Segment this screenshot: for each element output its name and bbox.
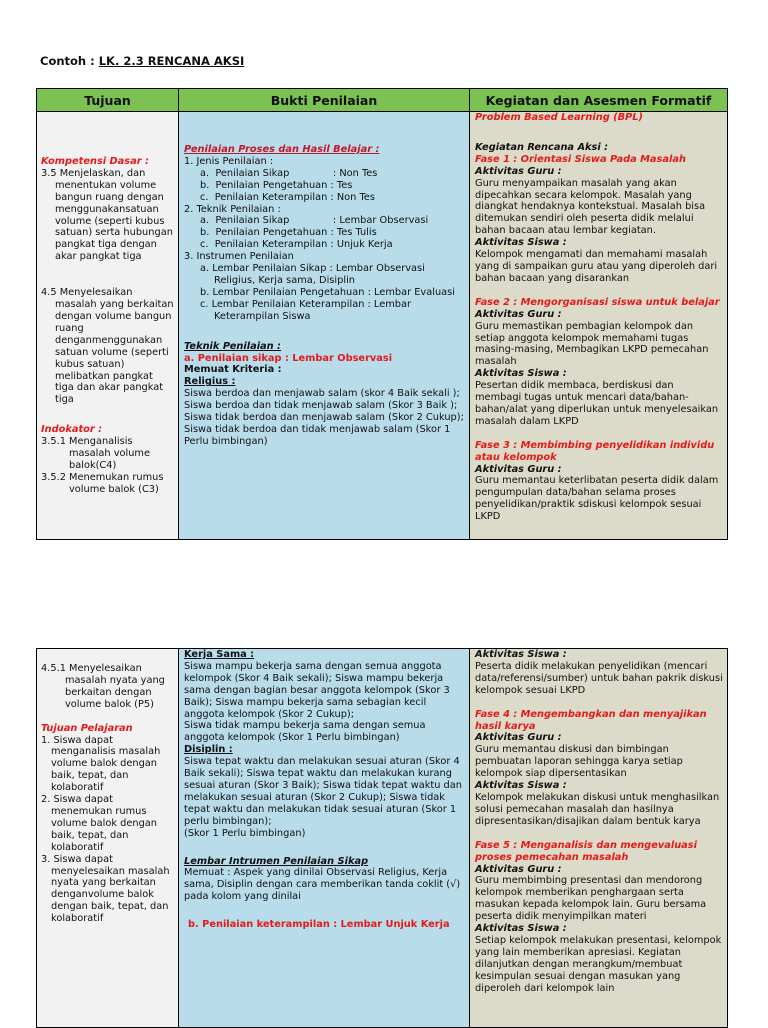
jenis-sikap: a. Penilaian Sikap : Non Tes [200,167,378,179]
teknik-pengetahuan: b. Penilaian Pengetahuan : Tes Tulis [200,227,377,239]
kerja-sama-text-1: Siswa mampu bekerja sama dengan semua anggota kelompok (Skor 4 Baik sekali); Siswa mampu bekerja sama dengan bagian besar anggota kelompok (Skor 3 Baik); Siswa mampu bekerja sama sebagian kecil anggota kelompok (Skor 2 Cukup); [184,660,450,720]
fase-3: Fase 3 : Membimbing penyelidikan individu atau kelompok [475,439,715,463]
guru-5-text: Guru membimbing presentasi dan mendorong kelompok memberikan penghargaan serta masukan kepada kelompok lain. Guru bersama peserta didik menyimpilkan materi [475,875,707,923]
siswa-1-label: Aktivitas Siswa : [475,237,567,249]
penilaian-sikap-heading: a. Penilaian sikap : Lembar Observasi [184,352,393,364]
indikator-3-5-1: 3.5.1 Menganalisis masalah volume balok(C4) [41,436,150,471]
bukti-column [179,112,470,539]
disiplin-heading: Disiplin : [184,744,233,756]
table-body-page-2 [36,648,728,1028]
guru-3-text: Guru memantau keterlibatan peserta didik dalam pengumpulan data/bahan selama proses penyelidikan/praktik sdiskusi kelompok sesuai LKPD [475,475,719,523]
siswa-3-text: Peserta didik melakukan penyelidikan (mencari data/referensi/sumber) untuk bahan pakrik diskusi kelompok sesuai LKPD [475,660,723,696]
fase-4: Fase 4 : Mengembangkan dan menyajikan hasil karya [475,708,707,732]
siswa-1-text: Kelompok mengamati dan memahami masalah yang di sampaikan guru atau yang diperoleh dari bahan bacaan yang disarankan [475,249,718,284]
kegiatan-column [470,112,727,539]
fase-2: Fase 2 : Mengorganisasi siswa untuk belajar [475,296,720,308]
siswa-3-label: Aktivitas Siswa : [475,649,567,660]
siswa-2-label: Aktivitas Siswa : [475,368,567,380]
kegiatan-column-2 [470,649,727,1027]
fase-1: Fase 1 : Orientasi Siswa Pada Masalah [475,153,686,165]
lembar-instrumen-heading: Lembar Intrumen Penilaian Sikap [184,855,369,867]
indikator-3-5-2: 3.5.2 Menemukan rumus volume balok (C3) [41,471,164,495]
tujuan-pelajaran-heading: Tujuan Pelajaran [41,722,133,734]
siswa-5-label: Aktivitas Siswa : [475,923,567,935]
disiplin-text: Siswa tepat waktu dan melakukan sesuai aturan (Skor 4 Baik sekali); Siswa tepat waktu dan melakukan kurang sesuai aturan (Skor 3 Baik); Siswa tidak tepat waktu dan melakukan sesuai aturan (Skor 2 Cukup); Siswa tidak tepat waktu dan melakukan tidak sesuai aturan (Skor 1 perlu bimbingan); [184,756,462,827]
guru-2-label: Aktivitas Guru : [475,308,562,320]
penilaian-keterampilan-heading: b. Penilaian keterampilan : Lembar Unjuk Kerja [188,919,450,931]
guru-4-label: Aktivitas Guru : [475,732,562,744]
guru-2-text: Guru memastikan pembagian kelompok dan setiap anggota kelompok memahami tugas masing-masing, Membagikan LKPD pemecahan masalah [475,320,709,368]
tujuan-3: 3. Siswa dapat menyelesaikan masalah nyata yang berkaitan denganvolume balok dengan baik, tepat, dan kolaboratif [41,853,170,925]
siswa-4-label: Aktivitas Siswa : [475,780,567,792]
table-body-page-1 [36,111,728,540]
siswa-2-text: Pesertan didik membaca, berdiskusi dan membagi tugas untuk mencari data/bahan-bahan/alat yang diperlukan untuk menyelesaikan masalah dalam LKPD [475,380,719,427]
indikator-4-5-1: 4.5.1 Menyelesaikan masalah nyata yang berkaitan dengan volume balok (P5) [41,663,165,710]
jenis-keterampilan: c. Penilaian Keterampilan : Non Tes [200,191,375,203]
religius-heading: Religius : [184,376,236,388]
guru-1-text: Guru menyampaikan masalah yang akan dipecahkan secara kelompok. Masalah yang diangkat hendaknya kontekstual. Masalah bisa ditemukan sendiri oleh peserta didik melalui bahan bacaan atau lembar kegiatan. [475,177,706,237]
guru-1-label: Aktivitas Guru : [475,165,562,177]
guru-5-label: Aktivitas Guru : [475,863,562,875]
instrumen-keterampilan: c. Lembar Penilaian Keterampilan : Lembar Keterampilan Siswa [200,298,412,322]
teknik-sikap: a. Penilaian Sikap : Lembar Observasi [200,215,429,227]
kd-heading: Kompetensi Dasar : [41,156,149,167]
bukti-column-2 [179,649,470,1027]
fase-5: Fase 5 : Menganalisis dan mengevaluasi proses pemecahan masalah [475,839,697,863]
siswa-5-text: Setiap kelompok melakukan presentasi, kelompok yang lain memberikan apresiasi. Kegiatan dilanjutkan dengan merangkum/membuat kesimpulan sesuai dengan masukan yang diperoleh dari kelompok lain [475,934,722,994]
title-prefix: Contoh : [40,54,99,68]
teknik-heading: Teknik Penilaian : [184,340,281,352]
memuat-kriteria: Memuat Kriteria : [184,364,282,376]
teknik-keterampilan: c. Penilaian Keterampilan : Unjuk Kerja [200,239,393,251]
jenis-pengetahuan: b. Penilaian Pengetahuan : Tes [200,179,353,191]
rencana-aksi-heading: Kegiatan Rencana Aksi : [475,141,609,153]
religius-text: Siswa berdoa dan menjawab salam (skor 4 Baik sekali ); Siswa berdoa dan tidak menjawab salam (Skor 3 Baik ); Siswa tidak berdoa dan menjawab salam (Skor 2 Cukup); Siswa tidak berdoa dan tidak menjawab salam (Skor 1 Perlu bimbingan) [184,388,464,447]
header-bukti-penilaian: Bukti Penilaian [179,89,470,111]
kerja-sama-text-2: Siswa tidak mampu bekerja sama dengan semua anggota kelompok (Skor 1 Perlu bimbingan) [184,720,426,744]
instrumen-sikap: a. Lembar Penilaian Sikap : Lembar Observasi Religius, Kerja sama, Disiplin [200,263,425,286]
header-tujuan: Tujuan [37,89,179,111]
lembar-instrumen-text: Memuat : Aspek yang dinilai Observasi Religius, Kerja sama, Disiplin dengan cara memberikan tanda coklit (√) pada kolom yang dinilai [184,867,461,903]
jenis-penilaian: 1. Jenis Penilaian : [184,155,274,167]
kd-4-5: 4.5 Menyelesaikan masalah yang berkaitan dengan volume bangun ruang denganmenggunakan satuan volume (seperti kubus satuan) melibatkan pangkat tiga dan akar pangkat tiga [41,287,174,406]
tujuan-1: 1. Siswa dapat menganalisis masalah volume balok dengan baik, tepat, dan kolaboratif [41,734,161,794]
tujuan-column-2 [37,649,179,1027]
title-main: LK. 2.3 RENCANA AKSI [98,54,245,68]
guru-4-text: Guru memantau diskusi dan bimbingan pembuatan laporan sehingga karya setiap kelompok siap dipersentasikan [475,744,683,780]
guru-3-label: Aktivitas Guru : [475,463,562,475]
penilaian-heading: Penilaian Proses dan Hasil Belajar : [184,144,380,155]
kerja-sama-heading: Kerja Sama : [184,649,255,660]
tujuan-column [37,112,179,539]
instrumen-penilaian: 3. Instrumen Penilaian [184,251,294,263]
disiplin-text-2: (Skor 1 Perlu bimbingan) [184,827,306,839]
instrumen-pengetahuan: b. Lembar Penilaian Pengetahuan : Lembar Evaluasi [200,286,455,298]
tujuan-2: 2. Siswa dapat menemukan rumus volume balok dengan baik, tepat, dan kolaboratif [41,794,158,853]
header-kegiatan: Kegiatan dan Asesmen Formatif [470,89,727,111]
table-header [36,88,728,112]
document-title [40,54,244,68]
siswa-4-text: Kelompok melakukan diskusi untuk menghasilkan solusi pemecahan masalah dan hasilnya dipresentasikan/disajikan dalam bentuk karya [475,791,720,827]
kd-3-5: 3.5 Menjelaskan, dan menentukan volume bangun ruang dengan menggunakansatuan volume (seperti kubus satuan) serta hubungan pangkat tiga dengan akar pangkat tiga [41,167,173,263]
indikator-heading: Indokator : [41,424,103,436]
pbl-heading: Problem Based Learning (BPL) [475,112,643,123]
teknik-penilaian: 2. Teknik Penilaian : [184,203,281,215]
